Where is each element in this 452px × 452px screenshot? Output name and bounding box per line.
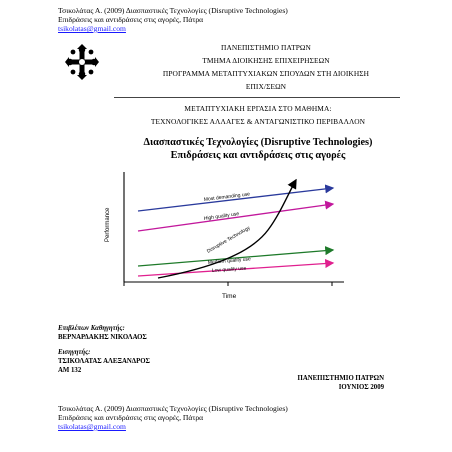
medium-quality-use-label: Medium quality use <box>207 256 252 266</box>
author-label: Εισηγητής: <box>58 349 91 356</box>
course-label: ΜΕΤΑΠΤΥΧΙΑΚΗ ΕΡΓΑΣΙΑ ΣΤΟ ΜΑΘΗΜΑ: <box>184 104 332 113</box>
divider <box>114 97 400 98</box>
university-name: ΠΑΝΕΠΙΣΤΗΜΙΟ ΠΑΤΡΩΝ <box>221 43 311 52</box>
most-demanding-use-label: Most demanding use <box>203 191 251 203</box>
footer-citation-line2: Επιδράσεις και αντιδράσεις στις αγορές, Πάτρα <box>58 413 204 422</box>
program-name-cont: ΕΠΙΧ/ΣΕΩΝ <box>245 82 287 91</box>
program-name: ΠΡΟΓΡΑΜΜΑ ΜΕΤΑΠΤΥΧΙΑΚΩΝ ΣΠΟΥΔΩΝ ΣΤΗ ΔΙΟΙΚΗΣΗ <box>162 69 370 78</box>
header-citation-line2: Επιδράσεις και αντιδράσεις στις αγορές, Πάτρα <box>58 15 204 24</box>
thesis-title-line2: Επιδράσεις και αντιδράσεις στις αγορές <box>170 150 346 161</box>
footer-email-link[interactable]: tsikolatas@gmail.com <box>58 422 126 431</box>
university-place: ΠΑΝΕΠΙΣΤΗΜΙΟ ΠΑΤΡΩΝ <box>297 375 384 382</box>
university-seal-icon <box>64 41 100 81</box>
y-axis-label: Performance <box>105 207 111 242</box>
disruptive-technology-label: Disruptive Technology <box>206 225 252 255</box>
supervisor-label: Επιβλέπων Καθηγητής: <box>58 325 125 332</box>
author-name: ΤΣΙΚΟΛΑΤΑΣ ΑΛΕΞΑΝΔΡΟΣ <box>58 358 150 365</box>
student-id: ΑΜ 132 <box>58 367 82 374</box>
disruptive-technology-diagram <box>100 168 360 310</box>
supervisor-name: ΒΕΡΝΑΡΔΑΚΗΣ ΝΙΚΟΛΑΟΣ <box>58 334 147 341</box>
course-name: ΤΕΧΝΟΛΟΓΙΚΕΣ ΑΛΛΑΓΕΣ & ΑΝΤΑΓΩΝΙΣΤΙΚΟ ΠΕΡΙΒΑΛΛΟΝ <box>150 117 366 126</box>
footer-citation-line1: Τσικολάτας Α. (2009) Διασπαστικές Τεχνολογίες (Disruptive Technologies) <box>58 404 288 413</box>
low-quality-use-label: Low quality use <box>211 265 247 274</box>
header-email-link[interactable]: tsikolatas@gmail.com <box>58 24 126 33</box>
high-quality-use-label: High quality use <box>203 211 240 222</box>
x-axis-label: Time <box>222 293 237 300</box>
department-name: ΤΜΗΜΑ ΔΙΟΙΚΗΣΗΣ ΕΠΙΧΕΙΡΗΣΕΩΝ <box>202 56 330 65</box>
thesis-date: ΙΟΥΝΙΟΣ 2009 <box>338 384 384 391</box>
header-citation-line1: Τσικολάτας Α. (2009) Διασπαστικές Τεχνολογίες (Disruptive Technologies) <box>58 6 288 15</box>
thesis-title-line1: Διασπαστικές Τεχνολογίες (Disruptive Technologies) <box>143 137 373 148</box>
